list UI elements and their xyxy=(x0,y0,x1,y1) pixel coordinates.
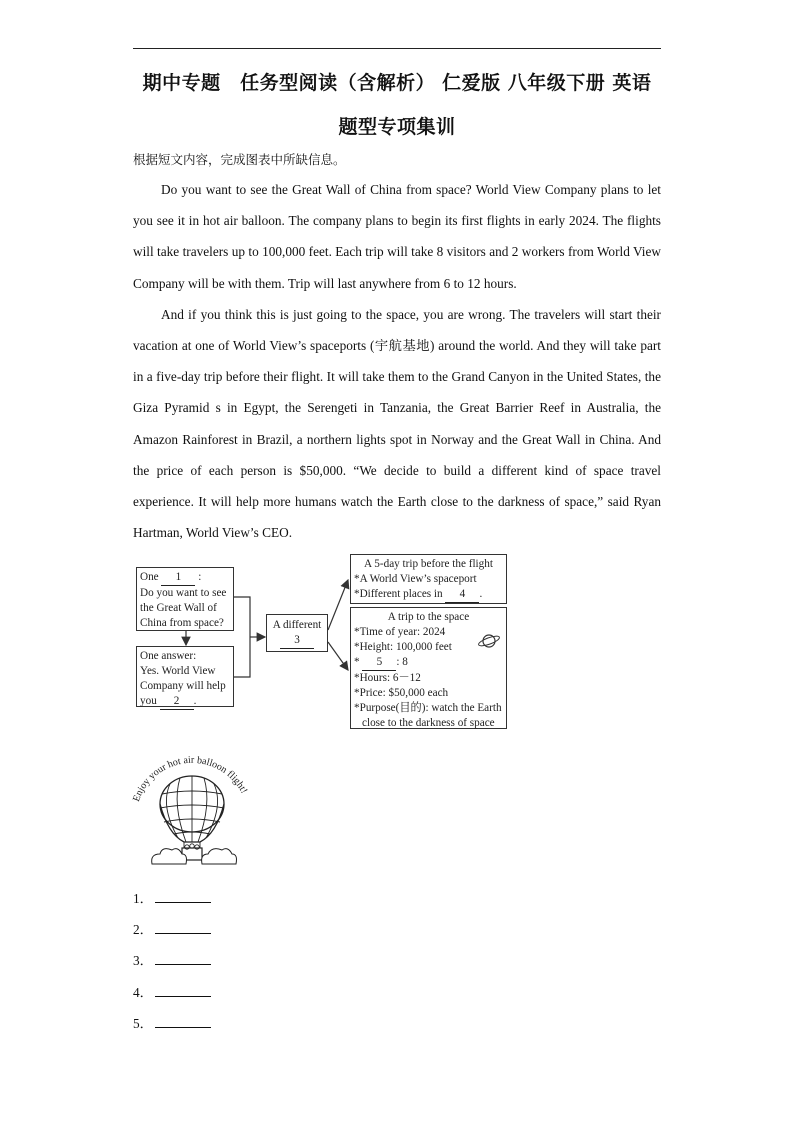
trip-box-item-1: *A World View’s spaceport xyxy=(354,573,477,585)
question-box-suffix: : xyxy=(198,571,202,583)
answer-number: 2． xyxy=(133,922,153,938)
bracket-to-middle xyxy=(234,597,250,677)
blank-3[interactable]: 3 xyxy=(280,633,314,649)
space-box-item-1: *Time of year: 2024 xyxy=(354,626,446,638)
blank-5[interactable]: 5 xyxy=(362,655,396,671)
answer-line xyxy=(133,919,211,950)
answer-number: 4． xyxy=(133,984,153,1000)
answer-line xyxy=(133,1013,211,1044)
balloon-caption: Enjoy your hot air balloon flight! xyxy=(130,754,250,804)
answer-number: 3． xyxy=(133,953,153,969)
answer-number: 5． xyxy=(133,1015,153,1031)
space-box-item-6-line-2: close to the darkness of space xyxy=(362,717,495,729)
space-box-item-3-suffix: : 8 xyxy=(396,656,408,668)
question-box-header xyxy=(140,570,230,586)
trip-box xyxy=(350,554,507,604)
answer-number: 1． xyxy=(133,891,153,906)
answer-box-suffix: . xyxy=(193,695,197,707)
answer-line xyxy=(133,950,211,981)
answer-box-line1: One answer: xyxy=(140,650,197,662)
answer-blank-5[interactable] xyxy=(155,1013,211,1028)
space-box-item-6-line-1: *Purpose(目的): watch the Earth xyxy=(354,702,502,714)
answer-blank-2[interactable] xyxy=(155,919,211,934)
arrow-to-trip-box xyxy=(328,580,348,630)
hot-air-balloon-icon xyxy=(128,742,256,872)
passage-paragraph-1: Do you want to see the Great Wall of China from space? World View Company plans to let you see it in hot air balloon. The company plans to begin its first flights in early 2024. The flights will take travelers up to 100,000 feet. Each trip will take 8 visitors and 2 workers from World View Company will be with them. Trip will last anywhere from 6 to 12 hours. xyxy=(133,182,661,291)
answer-list xyxy=(133,888,211,1044)
trip-box-item-2 xyxy=(354,587,503,603)
trip-box-item-2-suffix: . xyxy=(479,588,483,600)
answer-box-prefix: you xyxy=(140,695,157,707)
arrow-to-space-box xyxy=(328,642,348,670)
answer-blank-4[interactable] xyxy=(155,982,211,997)
answer-line xyxy=(133,888,211,919)
instruction-text: 根据短文内容，完成图表中所缺信息。 xyxy=(133,152,346,167)
space-box-item-3 xyxy=(354,655,503,671)
answer-line xyxy=(133,982,211,1013)
answer-box xyxy=(136,646,234,707)
trip-box-item-2-prefix: *Different places in xyxy=(354,588,443,600)
blank-2[interactable]: 2 xyxy=(160,694,194,710)
space-box-title: A trip to the space xyxy=(387,611,470,623)
space-box-item-5: *Price: $50,000 each xyxy=(354,687,449,699)
answer-blank-1[interactable] xyxy=(155,888,211,903)
header-rule xyxy=(133,48,661,49)
answer-box-line3 xyxy=(140,694,230,710)
middle-box-text: A different xyxy=(272,619,322,631)
passage-paragraph-2: And if you think this is just going to the space, you are wrong. The travelers will start their vacation at one of World View’s spaceports (宇航基地) around the world. And they will take part in a five-day trip before their flight. It will take them to the Grand Canyon in the United States, the Giza Pyramid s in Egypt, the Serengeti in Tanzania, the Great Barrier Reef in Australia, the Amazon Rainforest in Brazil, a northern lights spot in Norway and the Great Wall in China. And the price of each person is $50,000. “We decide to build a different kind of space travel experience. It will help more humans watch the Earth close to the darkness of space,” said Ryan Hartman, World View’s CEO. xyxy=(133,306,661,541)
space-box xyxy=(350,607,507,729)
space-box-item-4: *Hours: 6－12 xyxy=(354,672,421,684)
reading-passage xyxy=(133,174,661,548)
space-box-item-2: *Height: 100,000 feet xyxy=(354,641,452,653)
middle-box xyxy=(266,614,328,652)
space-box-item-3-prefix: * xyxy=(354,656,360,668)
answer-box-line2: Yes. World View Company will help xyxy=(140,665,226,692)
page-subtitle: 题型专项集训 xyxy=(338,116,456,138)
answer-blank-3[interactable] xyxy=(155,950,211,965)
page-title: 期中专题 任务型阅读（含解析） 仁爱版 八年级下册 英语 xyxy=(142,72,652,94)
question-box xyxy=(136,567,234,631)
trip-box-title: A 5-day trip before the flight xyxy=(364,558,493,570)
blank-1[interactable]: 1 xyxy=(161,570,195,586)
blank-4[interactable]: 4 xyxy=(445,587,479,603)
question-box-text: Do you want to see the Great Wall of China from space? xyxy=(140,587,227,629)
question-box-prefix: One xyxy=(140,571,159,583)
